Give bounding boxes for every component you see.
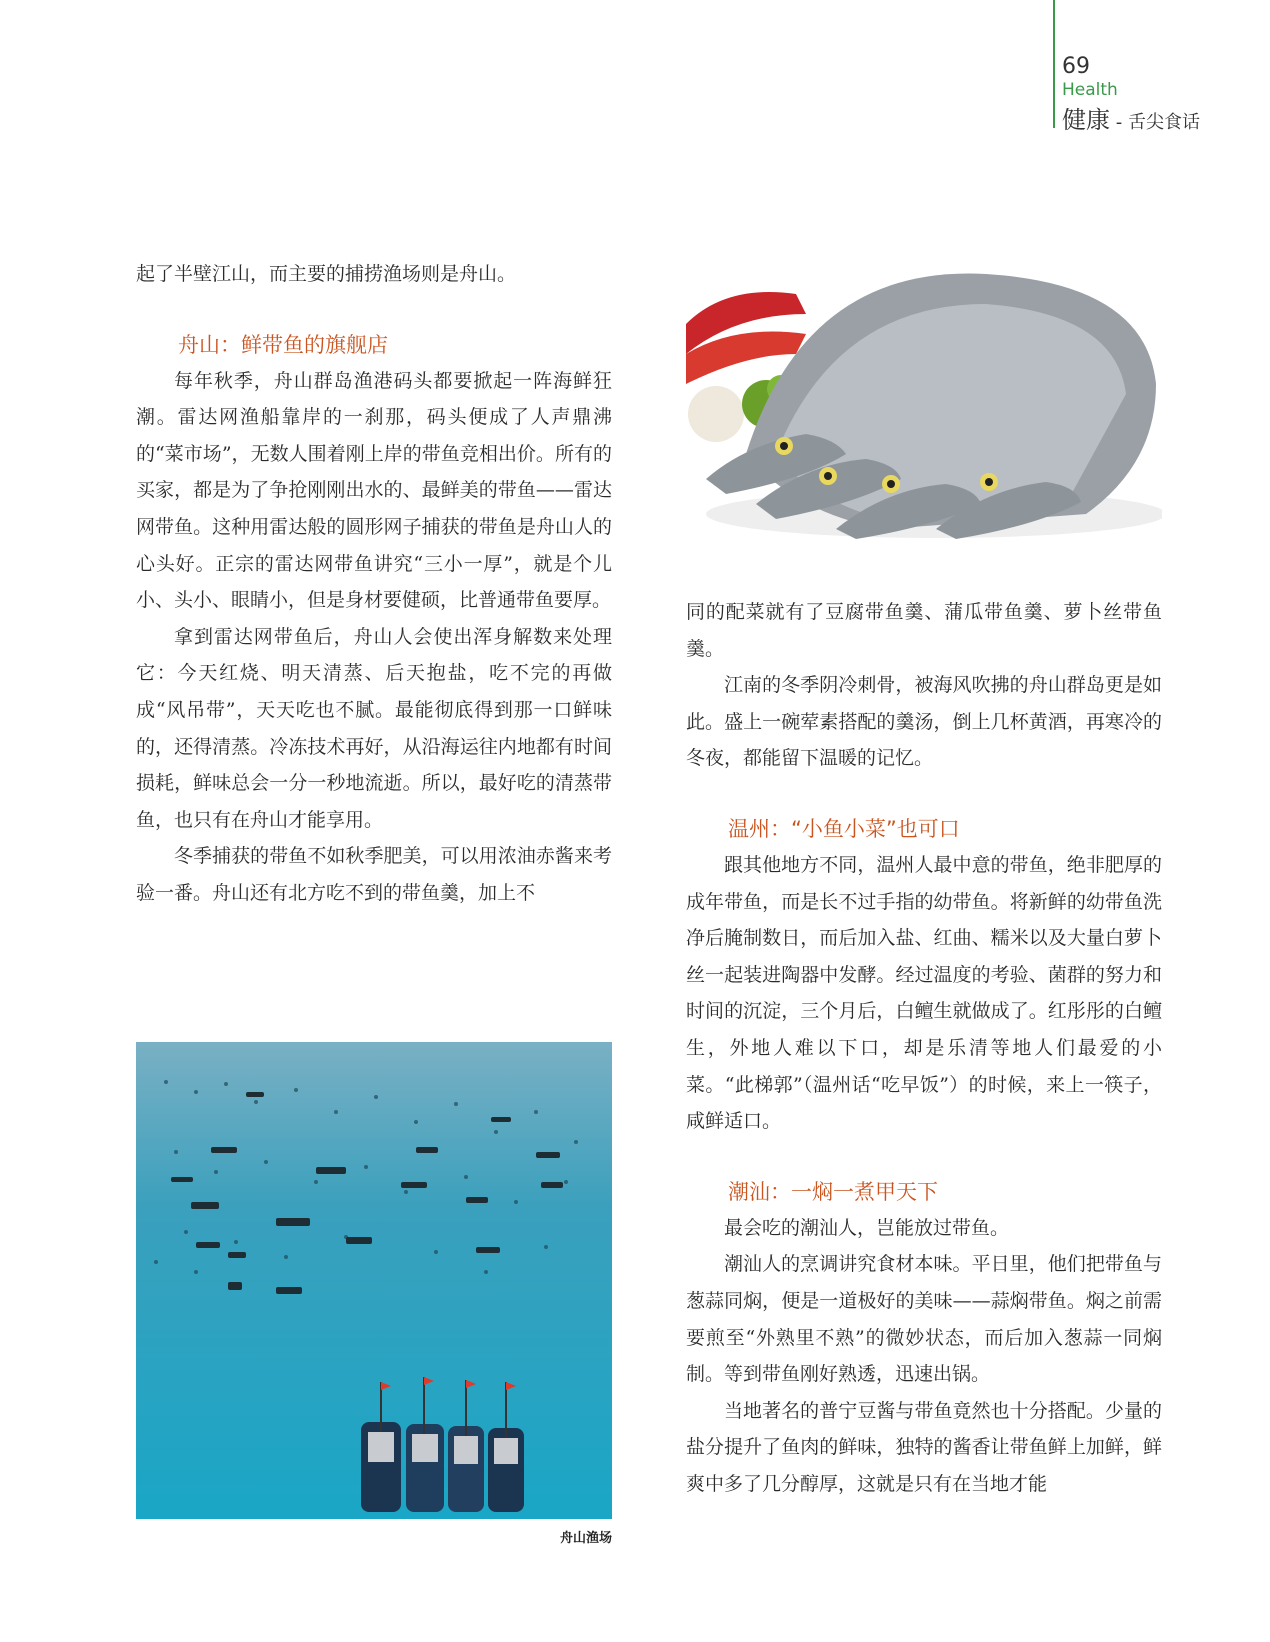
photo-caption: 舟山渔场 (559, 1531, 612, 1546)
title-separator: - (1110, 112, 1128, 133)
subheading-wenzhou: 温州：“小鱼小菜”也可口 (728, 816, 960, 841)
left-column (136, 256, 612, 912)
paragraph: 当地著名的普宁豆酱与带鱼竟然也十分搭配。少量的盐分提升了鱼肉的鲜味，独特的酱香让带鱼鲜上加鲜，鲜爽中多了几分醇厚，这就是只有在当地才能 (686, 1399, 1162, 1495)
paragraph: 起了半壁江山，而主要的捕捞渔场则是舟山。 (136, 263, 517, 285)
paragraph: 江南的冬季阴冷刺骨，被海风吹拂的舟山群岛更是如此。盛上一碗荤素搭配的羹汤，倒上几杯黄酒，再寒冷的冬夜，都能留下温暖的记忆。 (686, 674, 1162, 770)
subheading-chaoshan: 潮汕：一焖一煮甲天下 (728, 1179, 938, 1204)
column-name: 舌尖食话 (1127, 112, 1200, 133)
section-title-cn: 健康 (1062, 106, 1110, 134)
paragraph: 潮汕人的烹调讲究食材本味。平日里，他们把带鱼与葱蒜同焖，便是一道极好的美味——蒜焖带鱼。焖之前需要煎至“外熟里不熟”的微妙状态，而后加入葱蒜一同焖制。等到带鱼刚好熟透，迅速出锅。 (686, 1253, 1162, 1386)
hairtail-fish-photo (686, 264, 1162, 542)
paragraph: 跟其他地方不同，温州人最中意的带鱼，绝非肥厚的成年带鱼，而是长不过手指的幼带鱼。将新鲜的幼带鱼洗净后腌制数日，而后加入盐、红曲、糯米以及大量白萝卜丝一起装进陶器中发酵。经过温度的考验、菌群的努力和时间的沉淀，三个月后，白鳣生就做成了。红彤彤的白鳣生，外地人难以下口，却是乐清等地人们最爱的小菜。“此梯郭”（温州话“吃早饭”）的时候，来上一筷子，咸鲜适口。 (686, 853, 1162, 1133)
harbor-photo-illustration (136, 1042, 612, 1519)
right-column (686, 594, 1162, 1502)
section-title-en: Health (1062, 80, 1118, 100)
paragraph: 每年秋季，舟山群岛渔港码头都要掀起一阵海鲜狂潮。雷达网渔船靠岸的一刹那，码头便成了人声鼎沸的“菜市场”，无数人围着刚上岸的带鱼竞相出价。所有的买家，都是为了争抢刚刚出水的、最鲜美的带鱼——雷达网带鱼。这种用雷达般的圆形网子捕获的带鱼是舟山人的心头好。正宗的雷达网带鱼讲究“三小一厚”，就是个儿小、头小、眼睛小，但是身材要健硕，比普通带鱼要厚。 (136, 369, 612, 612)
harbor-photo (136, 1042, 612, 1519)
paragraph: 冬季捕获的带鱼不如秋季肥美，可以用浓油赤酱来考验一番。舟山还有北方吃不到的带鱼羹，加上不 (136, 845, 612, 904)
hairtail-fish-illustration (686, 264, 1162, 542)
page-number: 69 (1062, 54, 1090, 79)
subheading-zhoushan: 舟山：鲜带鱼的旗舰店 (178, 332, 388, 357)
paragraph: 拿到雷达网带鱼后，舟山人会使出浑身解数来处理它：今天红烧、明天清蒸、后天抱盐，吃不完的再做成“风吊带”，天天吃也不腻。最能彻底得到那一口鲜味的，还得清蒸。冷冻技术再好，从沿海运往内地都有时间损耗，鲜味总会一分一秒地流逝。所以，最好吃的清蒸带鱼，也只有在舟山才能享用。 (136, 625, 612, 831)
section-title (1062, 100, 1200, 135)
header-divider (1053, 0, 1055, 128)
paragraph: 同的配菜就有了豆腐带鱼羹、蒲瓜带鱼羹、萝卜丝带鱼羹。 (686, 601, 1162, 660)
paragraph: 最会吃的潮汕人，岂能放过带鱼。 (724, 1216, 1010, 1239)
